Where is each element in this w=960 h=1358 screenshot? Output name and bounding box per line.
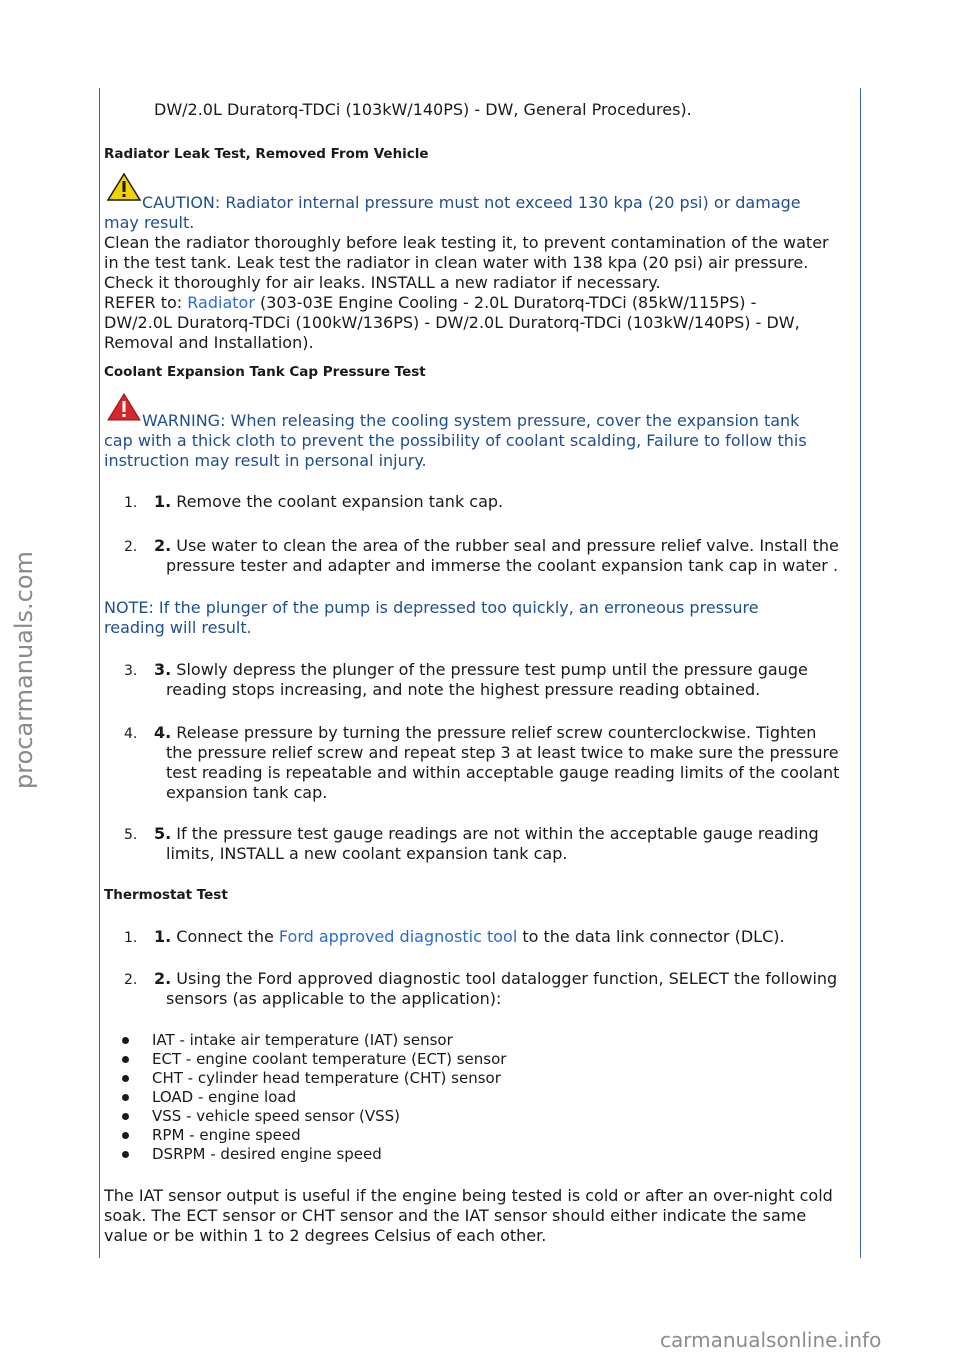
step-item-continuation: the pressure relief screw and repeat step 3 at least twice to make sure the pressure <box>166 743 839 762</box>
bullet-dot <box>122 1094 129 1101</box>
diagnostic-tool-link[interactable]: Ford approved diagnostic tool <box>278 927 518 946</box>
refer-line: DW/2.0L Duratorq-TDCi (100kW/136PS) - DW/2.0L Duratorq-TDCi (103kW/140PS) - DW, <box>104 313 800 332</box>
sensor-list-item: IAT - intake air temperature (IAT) sensor <box>152 1031 453 1049</box>
body-text: Check it thoroughly for air leaks. INSTALL a new radiator if necessary. <box>104 273 661 292</box>
sensor-list-item: VSS - vehicle speed sensor (VSS) <box>152 1107 401 1125</box>
note-text-line1: NOTE: If the plunger of the pump is depressed too quickly, an erroneous pressure <box>104 598 759 617</box>
sensor-list-item: ECT - engine coolant temperature (ECT) sensor <box>152 1050 507 1068</box>
bullet-dot <box>122 1132 129 1139</box>
sensor-list-item: LOAD - engine load <box>152 1088 297 1106</box>
step-marker: 1. <box>124 930 138 946</box>
refer-line: REFER to: Radiator (303-03E Engine Cooling - 2.0L Duratorq-TDCi (85kW/115PS) - <box>104 293 757 312</box>
step-marker: 2. <box>124 539 138 555</box>
step-marker: 3. <box>124 663 138 679</box>
bullet-dot <box>122 1056 129 1063</box>
caution-triangle-icon <box>106 172 142 202</box>
refer-line: Removal and Installation). <box>104 333 314 352</box>
bottom-watermark: carmanualsonline.info <box>660 1328 882 1352</box>
step-marker: 2. <box>124 972 138 988</box>
step-item: 2. Use water to clean the area of the rubber seal and pressure relief valve. Install the <box>154 536 839 555</box>
step-item: 4. Release pressure by turning the pressure relief screw counterclockwise. Tighten <box>154 723 817 742</box>
bullet-dot <box>122 1075 129 1082</box>
step-item: 1. Connect the Ford approved diagnostic tool to the data link connector (DLC). <box>154 927 785 946</box>
body-text: Clean the radiator thoroughly before leak testing it, to prevent contamination of the water <box>104 233 829 252</box>
sensor-list-item: DSRPM - desired engine speed <box>152 1145 382 1163</box>
left-border-rule <box>99 88 100 1258</box>
caution-text-line2: may result. <box>104 213 195 232</box>
bullet-dot <box>122 1037 129 1044</box>
step-item-continuation: sensors (as applicable to the application): <box>166 989 502 1008</box>
right-border-rule <box>860 88 861 1258</box>
bullet-dot <box>122 1113 129 1120</box>
step-item: 5. If the pressure test gauge readings are not within the acceptable gauge reading <box>154 824 819 843</box>
closing-paragraph: value or be within 1 to 2 degrees Celsius of each other. <box>104 1226 547 1245</box>
side-watermark: procarmanuals.com <box>10 551 38 789</box>
step-item-continuation: test reading is repeatable and within acceptable gauge reading limits of the coolant <box>166 763 840 782</box>
closing-paragraph: soak. The ECT sensor or CHT sensor and the IAT sensor should either indicate the same <box>104 1206 807 1225</box>
step-item-continuation: pressure tester and adapter and immerse the coolant expansion tank cap in water . <box>166 556 839 575</box>
step-marker: 4. <box>124 726 138 742</box>
section-heading-cap-pressure: Coolant Expansion Tank Cap Pressure Test <box>104 364 426 380</box>
step-item: 2. Using the Ford approved diagnostic tool datalogger function, SELECT the following <box>154 969 838 988</box>
closing-paragraph: The IAT sensor output is useful if the engine being tested is cold or after an over-night cold <box>104 1186 833 1205</box>
body-text: in the test tank. Leak test the radiator in clean water with 138 kpa (20 psi) air pressure. <box>104 253 809 272</box>
warning-text-line3: instruction may result in personal injury. <box>104 451 427 470</box>
section-heading-radiator-leak: Radiator Leak Test, Removed From Vehicle <box>104 146 429 162</box>
continuation-text: DW/2.0L Duratorq-TDCi (103kW/140PS) - DW, General Procedures). <box>154 100 692 119</box>
step-item: 1. Remove the coolant expansion tank cap. <box>154 492 504 511</box>
sensor-list-item: CHT - cylinder head temperature (CHT) sensor <box>152 1069 501 1087</box>
caution-text-line1: CAUTION: Radiator internal pressure must not exceed 130 kpa (20 psi) or damage <box>142 193 801 212</box>
warning-text-line1: WARNING: When releasing the cooling system pressure, cover the expansion tank <box>142 411 800 430</box>
bullet-dot <box>122 1151 129 1158</box>
step-item-continuation: reading stops increasing, and note the highest pressure reading obtained. <box>166 680 761 699</box>
warning-text-line2: cap with a thick cloth to prevent the possibility of coolant scalding, Failure to follow this <box>104 431 807 450</box>
note-text-line2: reading will result. <box>104 618 252 637</box>
step-item-continuation: limits, INSTALL a new coolant expansion tank cap. <box>166 844 568 863</box>
radiator-link[interactable]: Radiator <box>187 293 255 312</box>
step-item-continuation: expansion tank cap. <box>166 783 328 802</box>
step-marker: 5. <box>124 827 138 843</box>
warning-triangle-icon <box>106 392 142 422</box>
step-marker: 1. <box>124 495 138 511</box>
section-heading-thermostat: Thermostat Test <box>104 887 228 903</box>
step-item: 3. Slowly depress the plunger of the pressure test pump until the pressure gauge <box>154 660 808 679</box>
sensor-list-item: RPM - engine speed <box>152 1126 301 1144</box>
